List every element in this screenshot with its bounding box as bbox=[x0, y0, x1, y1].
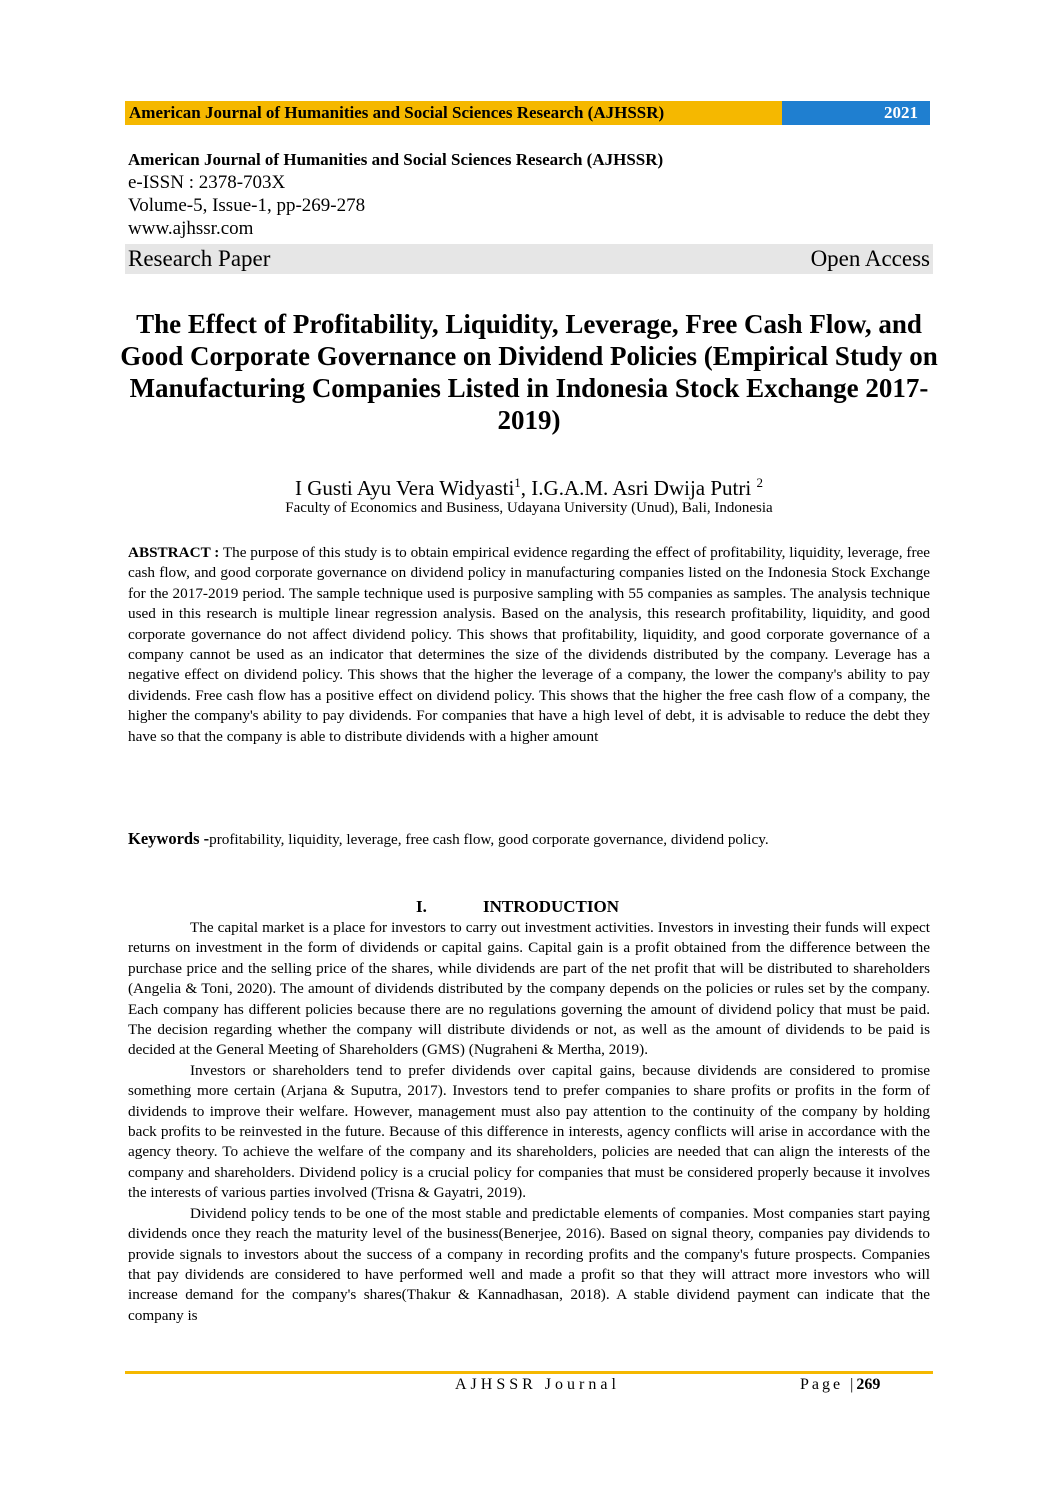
section-title: INTRODUCTION bbox=[483, 897, 620, 916]
footer-journal: AJHSSR Journal bbox=[455, 1376, 620, 1393]
author-line bbox=[128, 470, 930, 501]
author-2: I.G.A.M. Asri Dwija Putri bbox=[531, 476, 757, 500]
abstract-text: The purpose of this study is to obtain empirical evidence regarding the effect of profitability, liquidity, leverage, free cash flow, and good corporate governance on dividend policy in manufacturing companies listed on the Indonesia Stock Exchange for the 2017-2019 period. The sample technique used is purposive sampling with 55 companies as samples. The analysis technique used in this research is multiple linear regression analysis. Based on the analysis, this research profitability, liquidity, and good corporate governance do not affect dividend policy. This shows that profitability, liquidity, and good corporate governance of a company cannot be used as an indicator that determines the size of the dividends distributed by the company. Leverage has a negative effect on dividend policy. This shows that the higher the leverage of a company, the lower the company's ability to pay dividends. Free cash flow has a positive effect on dividend policy. This shows that the higher the free cash flow of a company, the higher the company's ability to pay dividends. For companies that have a high level of debt, it is advisable to reduce the debt they have so that the company is able to distribute dividends with a higher amount bbox=[128, 544, 930, 745]
section-number: I. bbox=[416, 897, 427, 916]
keywords-text: profitability, liquidity, leverage, free cash flow, good corporate governance, dividend policy. bbox=[209, 831, 769, 848]
paragraph: Investors or shareholders tend to prefer dividends over capital gains, because dividends are considered to promise something more certain (Arjana & Suputra, 2017). Investors tend to prefer companies to share profits or profits in the form of dividends to improve their welfare. However, management must also pay attention to the continuity of the company by holding back profits to be reinvested in the future. Because of this difference in interests, agency conflicts will arise in accordance with the agency theory. To achieve the welfare of the company and its shareholders, policies are needed that can align the interests of the company and shareholders. Dividend policy is a crucial policy for companies that must be considered properly because it involves the interests of various parties involved (Trisna & Gayatri, 2019). bbox=[128, 1061, 930, 1202]
keywords-label: Keywords - bbox=[128, 829, 210, 848]
access-type: Open Access bbox=[810, 246, 930, 271]
header-year: 2021 bbox=[782, 101, 930, 125]
affiliation: Faculty of Economics and Business, Udayana University (Unud), Bali, Indonesia bbox=[285, 500, 773, 516]
abstract-label: ABSTRACT : bbox=[128, 544, 220, 561]
author-2-affil-mark: 2 bbox=[756, 475, 763, 490]
journal-website: www.ajhssr.com bbox=[128, 218, 254, 239]
running-header bbox=[125, 101, 930, 125]
page-label: Page | bbox=[800, 1376, 857, 1393]
header-journal-name: American Journal of Humanities and Social Sciences Research (AJHSSR) bbox=[125, 101, 782, 125]
introduction-body bbox=[128, 918, 930, 1326]
paragraph: Dividend policy tends to be one of the most stable and predictable elements of companies. Most companies start paying dividends once they reach the maturity level of the business(Benerjee, 2016). Based on signal theory, companies pay dividends to provide signals to investors about the success of a company in recording profits and the company's future prospects. Companies that pay dividends are considered to have performed well and made a profit so that they will attract more investors who will increase demand for the company's shares(Thakur & Kannadhasan, 2018). A stable dividend payment can indicate that the company is bbox=[128, 1204, 930, 1324]
journal-meta bbox=[128, 149, 930, 240]
issn: e-ISSN : 2378-703X bbox=[128, 172, 286, 193]
author-separator: , bbox=[520, 476, 532, 500]
paper-type: Research Paper bbox=[128, 246, 271, 271]
paragraph: The capital market is a place for investors to carry out investment activities. Investors in investing their funds will expect returns on investment in the form of dividends or capital gains. Capital gain is a profit obtained from the difference between the purchase price and the selling price of the shares, while dividends are part of the net profit that will be distributed to shareholders (Angelia & Toni, 2020). The amount of dividends distributed by the company depends on the policies or rules set by the company. Each company has different policies because there are no regulations governing the amount of dividend policy that must be paid. The decision regarding whether the company will distribute dividends or not, as well as the amount of dividends to be paid is decided at the General Meeting of Shareholders (GMS) (Nugraheni & Mertha, 2019). bbox=[128, 919, 930, 1059]
footer-page bbox=[800, 1374, 880, 1396]
volume-info: Volume-5, Issue-1, pp-269-278 bbox=[128, 195, 366, 216]
page-number: 269 bbox=[856, 1376, 881, 1393]
journal-name: American Journal of Humanities and Social Sciences Research (AJHSSR) bbox=[128, 150, 664, 169]
abstract bbox=[128, 543, 930, 747]
keywords bbox=[128, 829, 930, 850]
paper-type-bar bbox=[125, 244, 933, 274]
paper-title: The Effect of Profitability, Liquidity, Leverage, Free Cash Flow, and Good Corporate Governance on Dividend Policies (Empirical Study on Manufacturing Companies Listed in Indonesia Stock Exchange 2017-2019) bbox=[120, 309, 938, 435]
author-1-affil-mark: 1 bbox=[514, 475, 521, 490]
author-1: I Gusti Ayu Vera Widyasti bbox=[295, 476, 515, 500]
